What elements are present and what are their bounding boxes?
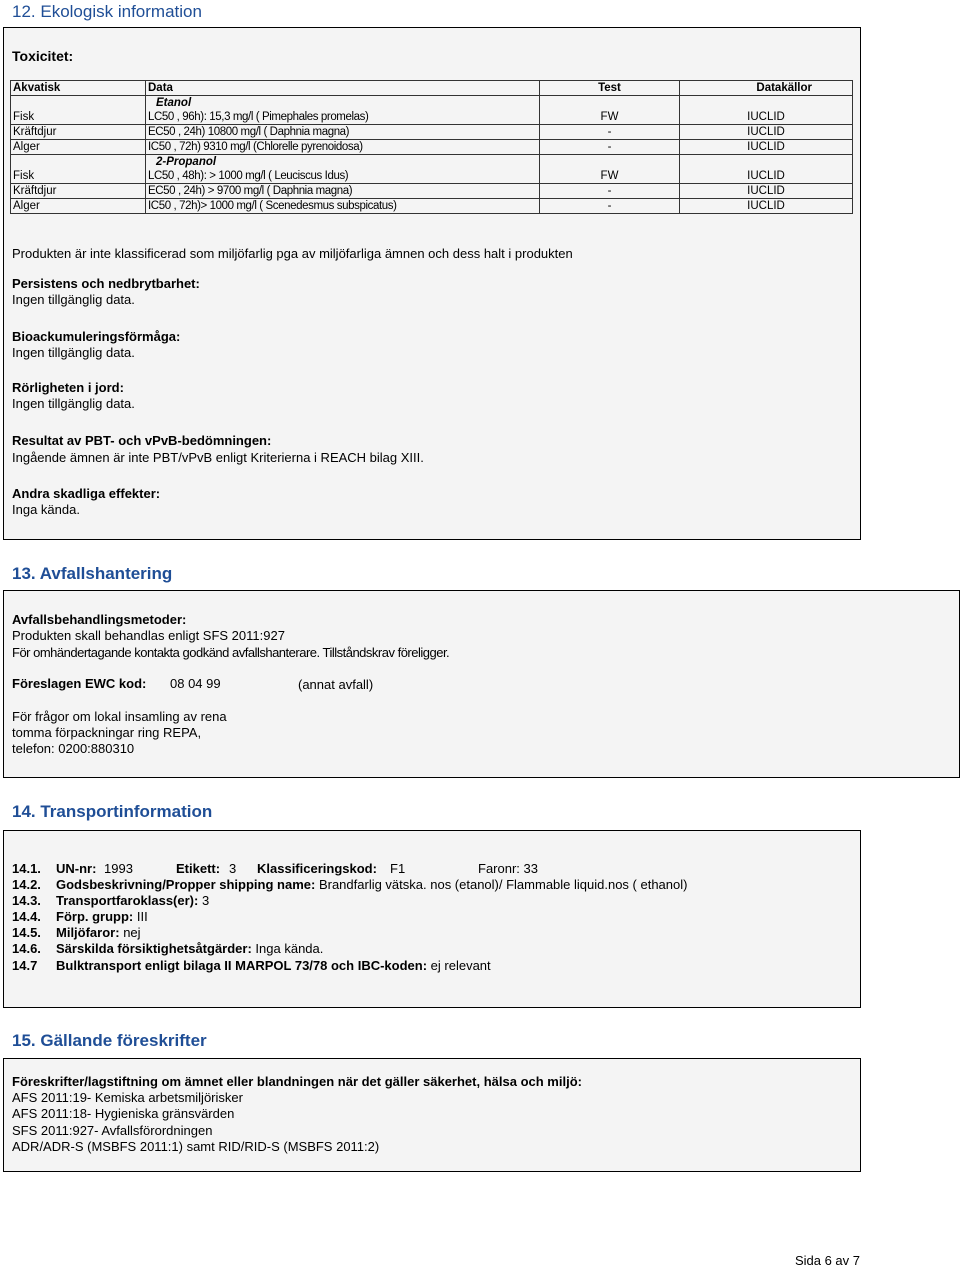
table-row [11,125,853,140]
ewc-note: (annat avfall) [298,677,374,692]
source-cell: IUCLID [680,155,853,184]
section-12-title: 12. Ekologisk information [12,2,202,21]
waste-line-2: För omhändertagande kontakta godkänd avfallshanterare. Tillståndskrav föreligger. [12,645,450,660]
aquatic-cell: Alger [11,140,146,155]
local-collection-phone: telefon: 0200:880310 [12,741,135,756]
aquatic-cell: Fisk [11,96,146,125]
page-number: Sida 6 av 7 [794,1253,860,1268]
aquatic-cell: Kräftdjur [11,184,146,199]
classification-code-value: F1 [390,861,406,876]
header-data: Data [146,81,540,96]
classification-note: Produkten är inte klassificerad som miljöfarlig pga av miljöfarliga ämnen och dess halt i produkten [12,246,573,261]
section-13-title: 13. Avfallshantering [12,564,173,583]
header-test: Test [540,81,680,96]
local-collection-line-1: För frågor om lokal insamling av rena [12,709,227,724]
env-hazard-label: Miljöfaror: [56,925,120,940]
persistence-label: Persistens och nedbrytbarhet: [12,276,200,291]
source-cell: IUCLID [680,96,853,125]
packing-group-value: III [136,909,148,924]
env-hazard-row [56,925,141,940]
regulation-item: SFS 2011:927- Avfallsförordningen [12,1123,213,1138]
toxicity-label: Toxicitet: [12,48,74,64]
regulations-label: Föreskrifter/lagstiftning om ämnet eller blandningen när det gäller säkerhet, hälsa och miljö: [12,1074,582,1089]
data-value: LC50 , 48h): > 1000 mg/l ( Leuciscus Idus) [148,170,349,182]
test-cell: - [540,140,680,155]
bulk-transport-row [56,958,491,973]
classification-code-label: Klassificeringskod: [257,861,377,876]
aquatic-cell: Fisk [11,155,146,184]
toxicity-table [10,80,853,214]
label-etikett: Etikett: [176,861,221,876]
un-number-value: 1993 [104,861,133,876]
local-collection-line-2: tomma förpackningar ring REPA, [12,725,202,740]
table-row [11,155,853,184]
table-header-row [11,81,853,96]
test-cell: - [540,199,680,214]
ewc-label: Föreslagen EWC kod: [12,676,147,691]
header-aquatic: Akvatisk [11,81,146,96]
data-cell: EC50 , 24h) 10800 mg/l ( Daphnia magna) [146,125,540,140]
persistence-value: Ingen tillgänglig data. [12,292,135,307]
data-cell [146,96,540,125]
hazard-number: Faronr: 33 [478,861,538,876]
test-cell: - [540,125,680,140]
data-value: LC50 , 96h): 15,3 mg/l ( Pimephales promelas) [148,111,369,123]
hazard-class-label: Transportfaroklass(er): [56,893,199,908]
data-cell [146,155,540,184]
source-cell: IUCLID [680,184,853,199]
regulation-item: AFS 2011:19- Kemiska arbetsmiljörisker [12,1090,243,1105]
table-row [11,199,853,214]
row-number: 14.5. [12,925,41,940]
other-effects-label: Andra skadliga effekter: [12,486,161,501]
test-cell: - [540,184,680,199]
section-14-title: 14. Transportinformation [12,802,213,821]
packing-group-label: Förp. grupp: [56,909,134,924]
packing-group-row [56,909,148,924]
data-cell: IC50 , 72h) 9310 mg/l (Chlorelle pyrenoidosa) [146,140,540,155]
row-number: 14.3. [12,893,41,908]
bioaccumulation-value: Ingen tillgänglig data. [12,345,135,360]
ewc-code: 08 04 99 [170,676,221,691]
aquatic-cell: Alger [11,199,146,214]
bulk-transport-value: ej relevant [430,958,491,973]
waste-line-1: Produkten skall behandlas enligt SFS 2011:927 [12,628,285,643]
regulation-item: ADR/ADR-S (MSBFS 2011:1) samt RID/RID-S (MSBFS 2011:2) [12,1139,380,1154]
table-row [11,96,853,125]
test-cell: FW [540,96,680,125]
test-cell: FW [540,155,680,184]
bulk-transport-label: Bulktransport enligt bilaga II MARPOL 73/78 och IBC-koden: [56,958,428,973]
precautions-label: Särskilda försiktighetsåtgärder: [56,941,252,956]
other-effects-value: Inga kända. [12,502,80,517]
row-number: 14.6. [12,941,41,956]
mobility-value: Ingen tillgänglig data. [12,396,135,411]
pbt-label: Resultat av PBT- och vPvB-bedömningen: [12,433,272,448]
regulation-item: AFS 2011:18- Hygieniska gränsvärden [12,1106,235,1121]
etikett-value: 3 [229,861,237,876]
aquatic-cell: Kräftdjur [11,125,146,140]
table-row [11,184,853,199]
waste-methods-label: Avfallsbehandlingsmetoder: [12,612,187,627]
shipping-name-value: Brandfarlig vätska. nos (etanol)/ Flammable liquid.nos ( ethanol) [318,877,688,892]
data-cell: IC50 , 72h)> 1000 mg/l ( Scenedesmus subspicatus) [146,199,540,214]
shipping-name-label: Godsbeskrivning/Propper shipping name: [56,877,316,892]
precautions-value: Inga kända. [255,941,324,956]
table-row [11,140,853,155]
source-cell: IUCLID [680,140,853,155]
row-number: 14.2. [12,877,41,892]
header-source: Datakällor [680,81,853,96]
row-number: 14.4. [12,909,41,924]
shipping-name-row [56,877,687,892]
data-cell: EC50 , 24h) > 9700 mg/l ( Daphnia magna) [146,184,540,199]
substance-name: 2-Propanol [156,156,217,168]
source-cell: IUCLID [680,125,853,140]
mobility-label: Rörligheten i jord: [12,380,124,395]
bioaccumulation-label: Bioackumuleringsförmåga: [12,329,181,344]
row-number: 14.1. [12,861,41,876]
source-cell: IUCLID [680,199,853,214]
pbt-value: Ingående ämnen är inte PBT/vPvB enligt Kriterierna i REACH bilag XIII. [12,450,424,465]
row-number: 14.7 [12,958,38,973]
un-number-label: UN-nr: [56,861,97,876]
hazard-class-value: 3 [201,893,210,908]
precautions-row [56,941,323,956]
hazard-class-row [56,893,209,908]
env-hazard-value: nej [123,925,141,940]
section-15-title: 15. Gällande föreskrifter [12,1031,207,1050]
substance-name: Etanol [156,97,192,109]
